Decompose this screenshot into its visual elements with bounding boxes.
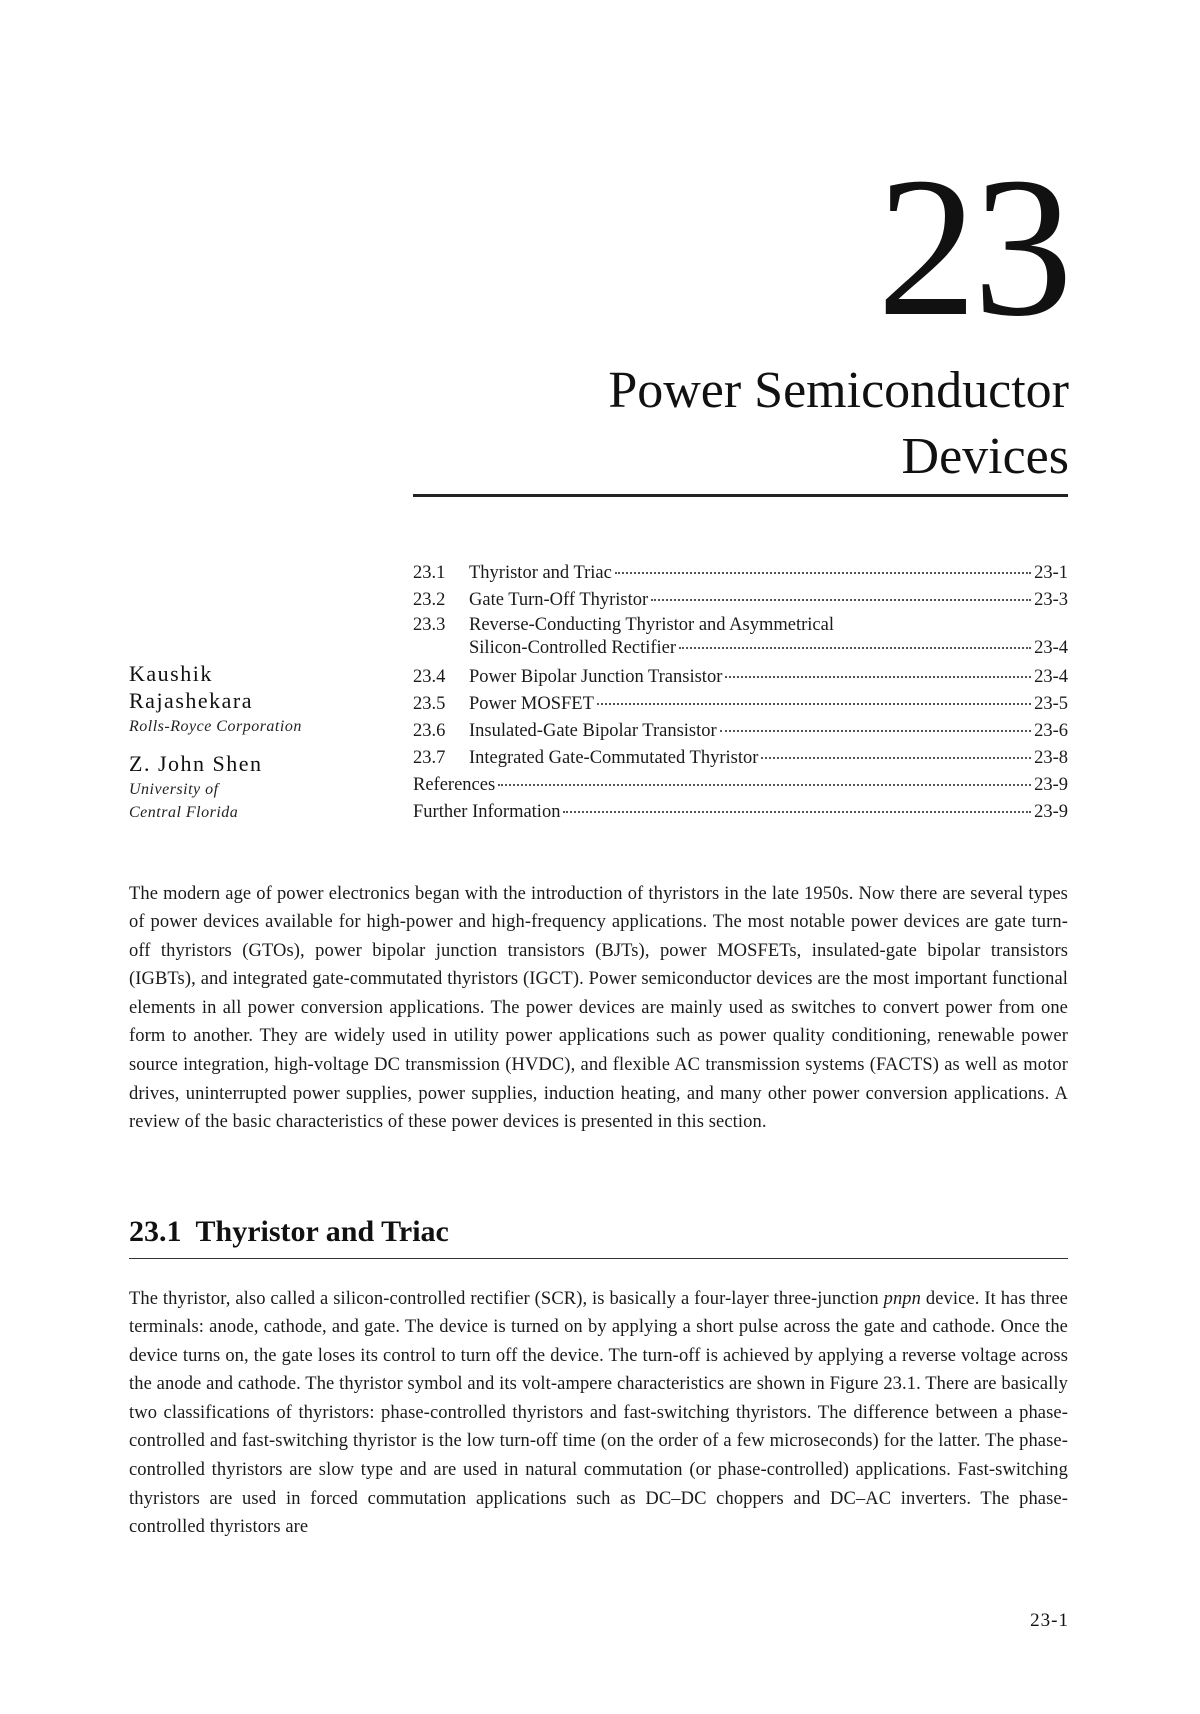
toc-page: 23-6: [1034, 721, 1068, 741]
toc-number: 23.5: [413, 694, 446, 714]
title-divider: [413, 494, 1068, 497]
toc-number: 23.2: [413, 590, 446, 610]
section-heading: [129, 1212, 1068, 1252]
toc-title-cont: Silicon-Controlled Rectifier: [469, 638, 677, 658]
body-text: The thyristor, also called a silicon-controlled rectifier (SCR), is basically a four-layer three-junction: [129, 1288, 884, 1309]
toc-title: Reverse-Conducting Thyristor and Asymmetrical: [469, 615, 834, 635]
toc-page: 23-1: [1034, 563, 1068, 583]
toc-number: 23.7: [413, 748, 446, 768]
chapter-number: 23: [877, 137, 1069, 358]
toc-title: Power Bipolar Junction Transistor: [469, 667, 723, 687]
toc-entry-further-information[interactable]: [413, 799, 1068, 826]
author-affiliation-cont: Central Florida: [129, 804, 239, 821]
toc-page: 23-4: [1034, 638, 1068, 658]
author-name: Kaushik: [129, 661, 213, 686]
toc-leader-dots: [720, 730, 1031, 732]
toc-entry-23-2[interactable]: [413, 587, 1068, 614]
toc-leader-dots: [725, 676, 1031, 678]
toc-number: 23.3: [413, 615, 446, 635]
toc-title: Insulated-Gate Bipolar Transistor: [469, 721, 717, 741]
toc-page: 23-5: [1034, 694, 1068, 714]
toc-entry-23-1[interactable]: [413, 560, 1068, 587]
section-body-paragraph: [129, 1285, 1068, 1542]
toc-leader-dots: [761, 757, 1031, 759]
toc-title: Integrated Gate-Commutated Thyristor: [469, 748, 759, 768]
toc-title: References: [413, 775, 496, 795]
body-text-cont: device. It has three terminals: anode, cathode, and gate. The device is turned on by applying a short pulse across the gate and cathode. Once the device turns on, the gate loses its control to turn off the device. The turn-off is achieved by applying a reverse voltage across the anode and cathode. The thyristor symbol and its volt-ampere characteristics are shown in Figure 23.1. There are basically two classifications of thyristors: phase-controlled thyristors and fast-switching thyristors. The difference between a phase-controlled and fast-switching thyristor is the low turn-off time (on the order of a few microseconds) for the latter. The phase-controlled thyristors are slow type and are used in natural commutation (or phase-controlled) applications. Fast-switching thyristors are used in forced commutation applications such as DC–DC choppers and DC–AC inverters. The phase-controlled thyristors are: [129, 1288, 1068, 1538]
toc-number: 23.4: [413, 667, 446, 687]
toc-page: 23-3: [1034, 590, 1068, 610]
toc-entry-23-3[interactable]: [413, 614, 1068, 664]
author-1: [129, 660, 389, 737]
toc-number: 23.1: [413, 563, 446, 583]
intro-paragraph: The modern age of power electronics began with the introduction of thyristors in the late 1950s. Now there are several types of power devices available for high-power and high-frequency applications. The most notable power devices are gate turn-off thyristors (GTOs), power bipolar junction transistors (BJTs), power MOSFETs, insulated-gate bipolar transistors (IGBTs), and integrated gate-commutated thyristors (IGCT). Power semiconductor devices are the most important functional elements in all power conversion applications. The power devices are mainly used as switches to convert power from one form to another. They are widely used in utility power applications such as power quality conditioning, renewable power source integration, high-voltage DC transmission (HVDC), and flexible AC transmission systems (FACTS) as well as motor drives, uninterrupted power supplies, power supplies, induction heating, and many other power conversion applications. A review of the basic characteristics of these power devices is presented in this section.: [129, 883, 1068, 1133]
toc-leader-dots: [563, 811, 1031, 813]
toc-leader-dots: [498, 784, 1031, 786]
table-of-contents: [413, 560, 1068, 826]
section-number: 23.1: [129, 1215, 182, 1248]
chapter-title: [369, 358, 1069, 490]
toc-page: 23-8: [1034, 748, 1068, 768]
author-affiliation: Rolls-Royce Corporation: [129, 718, 302, 735]
toc-title: Gate Turn-Off Thyristor: [469, 590, 649, 610]
toc-leader-dots: [651, 599, 1031, 601]
author-name-cont: Rajashekara: [129, 688, 253, 713]
toc-leader-dots: [679, 647, 1031, 649]
toc-entry-references[interactable]: [413, 772, 1068, 799]
toc-title: Thyristor and Triac: [469, 563, 612, 583]
chapter-title-line-2: Devices: [901, 428, 1069, 485]
section-divider: [129, 1258, 1068, 1259]
chapter-title-line-1: Power Semiconductor: [608, 362, 1069, 419]
authors: [129, 660, 389, 823]
toc-entry-23-7[interactable]: [413, 745, 1068, 772]
body-text-italic: pnpn: [883, 1288, 922, 1309]
toc-page: 23-4: [1034, 667, 1068, 687]
toc-title: Further Information: [413, 802, 561, 822]
toc-number: 23.6: [413, 721, 446, 741]
author-name: Z. John Shen: [129, 751, 263, 776]
toc-entry-23-6[interactable]: [413, 718, 1068, 745]
toc-entry-23-4[interactable]: [413, 664, 1068, 691]
toc-title: Power MOSFET: [469, 694, 594, 714]
toc-entry-23-5[interactable]: [413, 691, 1068, 718]
page-number: 23-1: [1030, 1610, 1069, 1631]
toc-line-1: [413, 614, 1068, 637]
toc-page: 23-9: [1034, 802, 1068, 822]
section-title: Thyristor and Triac: [195, 1215, 449, 1248]
toc-page: 23-9: [1034, 775, 1068, 795]
toc-leader-dots: [615, 572, 1031, 574]
author-affiliation: University of: [129, 781, 219, 798]
author-2: [129, 750, 389, 823]
toc-leader-dots: [597, 703, 1031, 705]
toc-line-2: [413, 637, 1068, 660]
